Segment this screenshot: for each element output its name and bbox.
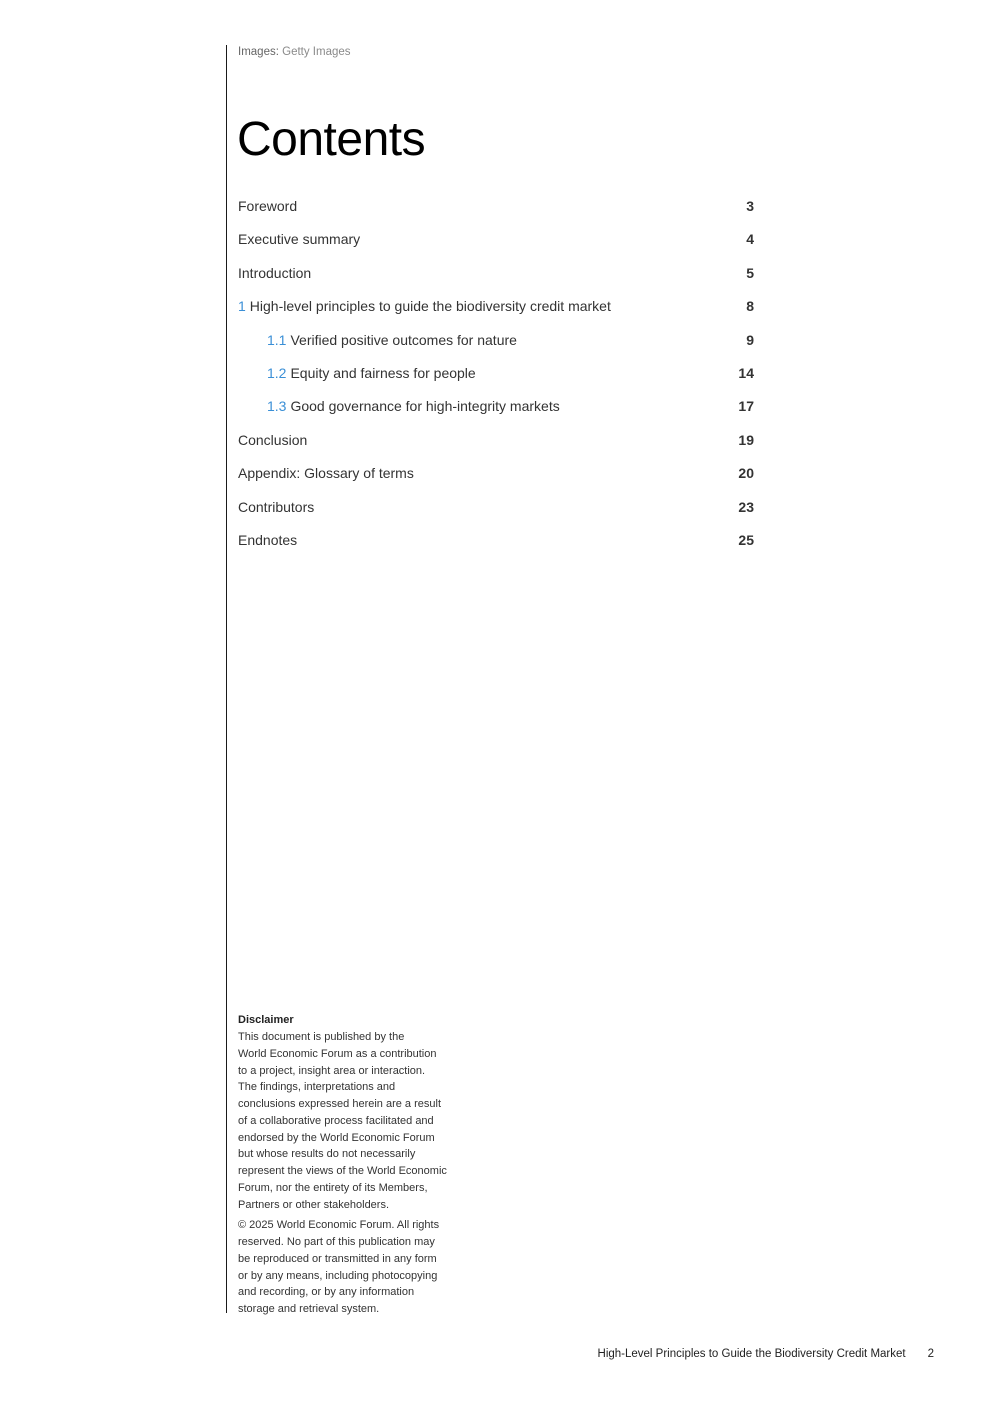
toc-entry-title: Conclusion [238, 431, 308, 448]
toc-entry[interactable] [238, 390, 754, 423]
toc-entry-number: 1 [238, 298, 246, 315]
toc-entry[interactable] [238, 190, 754, 223]
disclaimer-heading: Disclaimer [238, 1014, 294, 1026]
toc-entry-title: Good governance for high-integrity markets [290, 398, 560, 415]
toc-entry-page: 3 [746, 198, 754, 214]
toc-entry-title: Appendix: Glossary of terms [238, 465, 414, 482]
toc-entry-title: Contributors [238, 498, 315, 515]
toc-entry[interactable] [238, 457, 754, 490]
toc-entry[interactable] [238, 491, 754, 524]
footer-page-number: 2 [927, 1348, 934, 1360]
toc-entry-page: 5 [746, 264, 754, 281]
toc-entry-page: 14 [738, 364, 754, 381]
toc-entry-page: 17 [738, 398, 754, 415]
toc-entry[interactable] [238, 357, 754, 390]
image-credit [238, 45, 351, 59]
toc-entry-title: Endnotes [238, 531, 298, 548]
vertical-rule [226, 45, 227, 1313]
disclaimer-body: This document is published by the World Economic Forum as a contribution to a project, insight area or interaction. The findings, interpretations and conclusions expressed herein are a result of a collaborative process facilitated and endorsed by the World Economic Forum but whose results do not necessarily represent the views of the World Economic Forum, nor the entirety of its Members, Partners or other stakeholders. [238, 1031, 447, 1211]
toc-entry-page: 19 [738, 431, 754, 448]
toc-entry[interactable] [238, 424, 754, 457]
toc-entry[interactable] [238, 257, 754, 290]
toc-entry-number: 1.1 [267, 331, 287, 348]
toc-entry-title: Introduction [238, 264, 312, 281]
image-credit-source: Getty Images [282, 46, 351, 58]
toc-entry-number: 1.3 [267, 398, 287, 415]
toc-entry-page: 20 [738, 465, 754, 482]
toc-entry-title: Equity and fairness for people [290, 364, 476, 381]
page-footer [598, 1346, 934, 1362]
toc-entry-number: 1.2 [267, 364, 287, 381]
copyright-notice: © 2025 World Economic Forum. All rights reserved. No part of this publication may be reproduced or transmitted in any form or by any means, including photocopying and recording, or by any information storage and retrieval system. [238, 1219, 440, 1315]
toc-entry-page: 9 [746, 331, 754, 348]
toc-entry-page: 25 [738, 531, 754, 548]
toc-entry-page: 23 [738, 498, 754, 515]
toc-entry[interactable] [238, 290, 754, 323]
toc-entry-page: 8 [746, 298, 754, 315]
toc-entry[interactable] [238, 324, 754, 357]
toc-entry-title: High-level principles to guide the biodiversity credit market [249, 298, 611, 315]
page-title: Contents [237, 113, 426, 166]
toc-entry[interactable] [238, 223, 754, 256]
toc-entry-title: Verified positive outcomes for nature [290, 331, 517, 348]
image-credit-label: Images: [238, 46, 279, 58]
toc-entry-title: Foreword [238, 198, 298, 214]
table-of-contents [238, 190, 754, 557]
toc-entry[interactable] [238, 524, 754, 557]
footer-document-title: High-Level Principles to Guide the Biodiversity Credit Market [597, 1348, 906, 1360]
disclaimer [238, 1013, 478, 1318]
toc-entry-page: 4 [746, 231, 754, 248]
toc-entry-title: Executive summary [238, 231, 361, 248]
